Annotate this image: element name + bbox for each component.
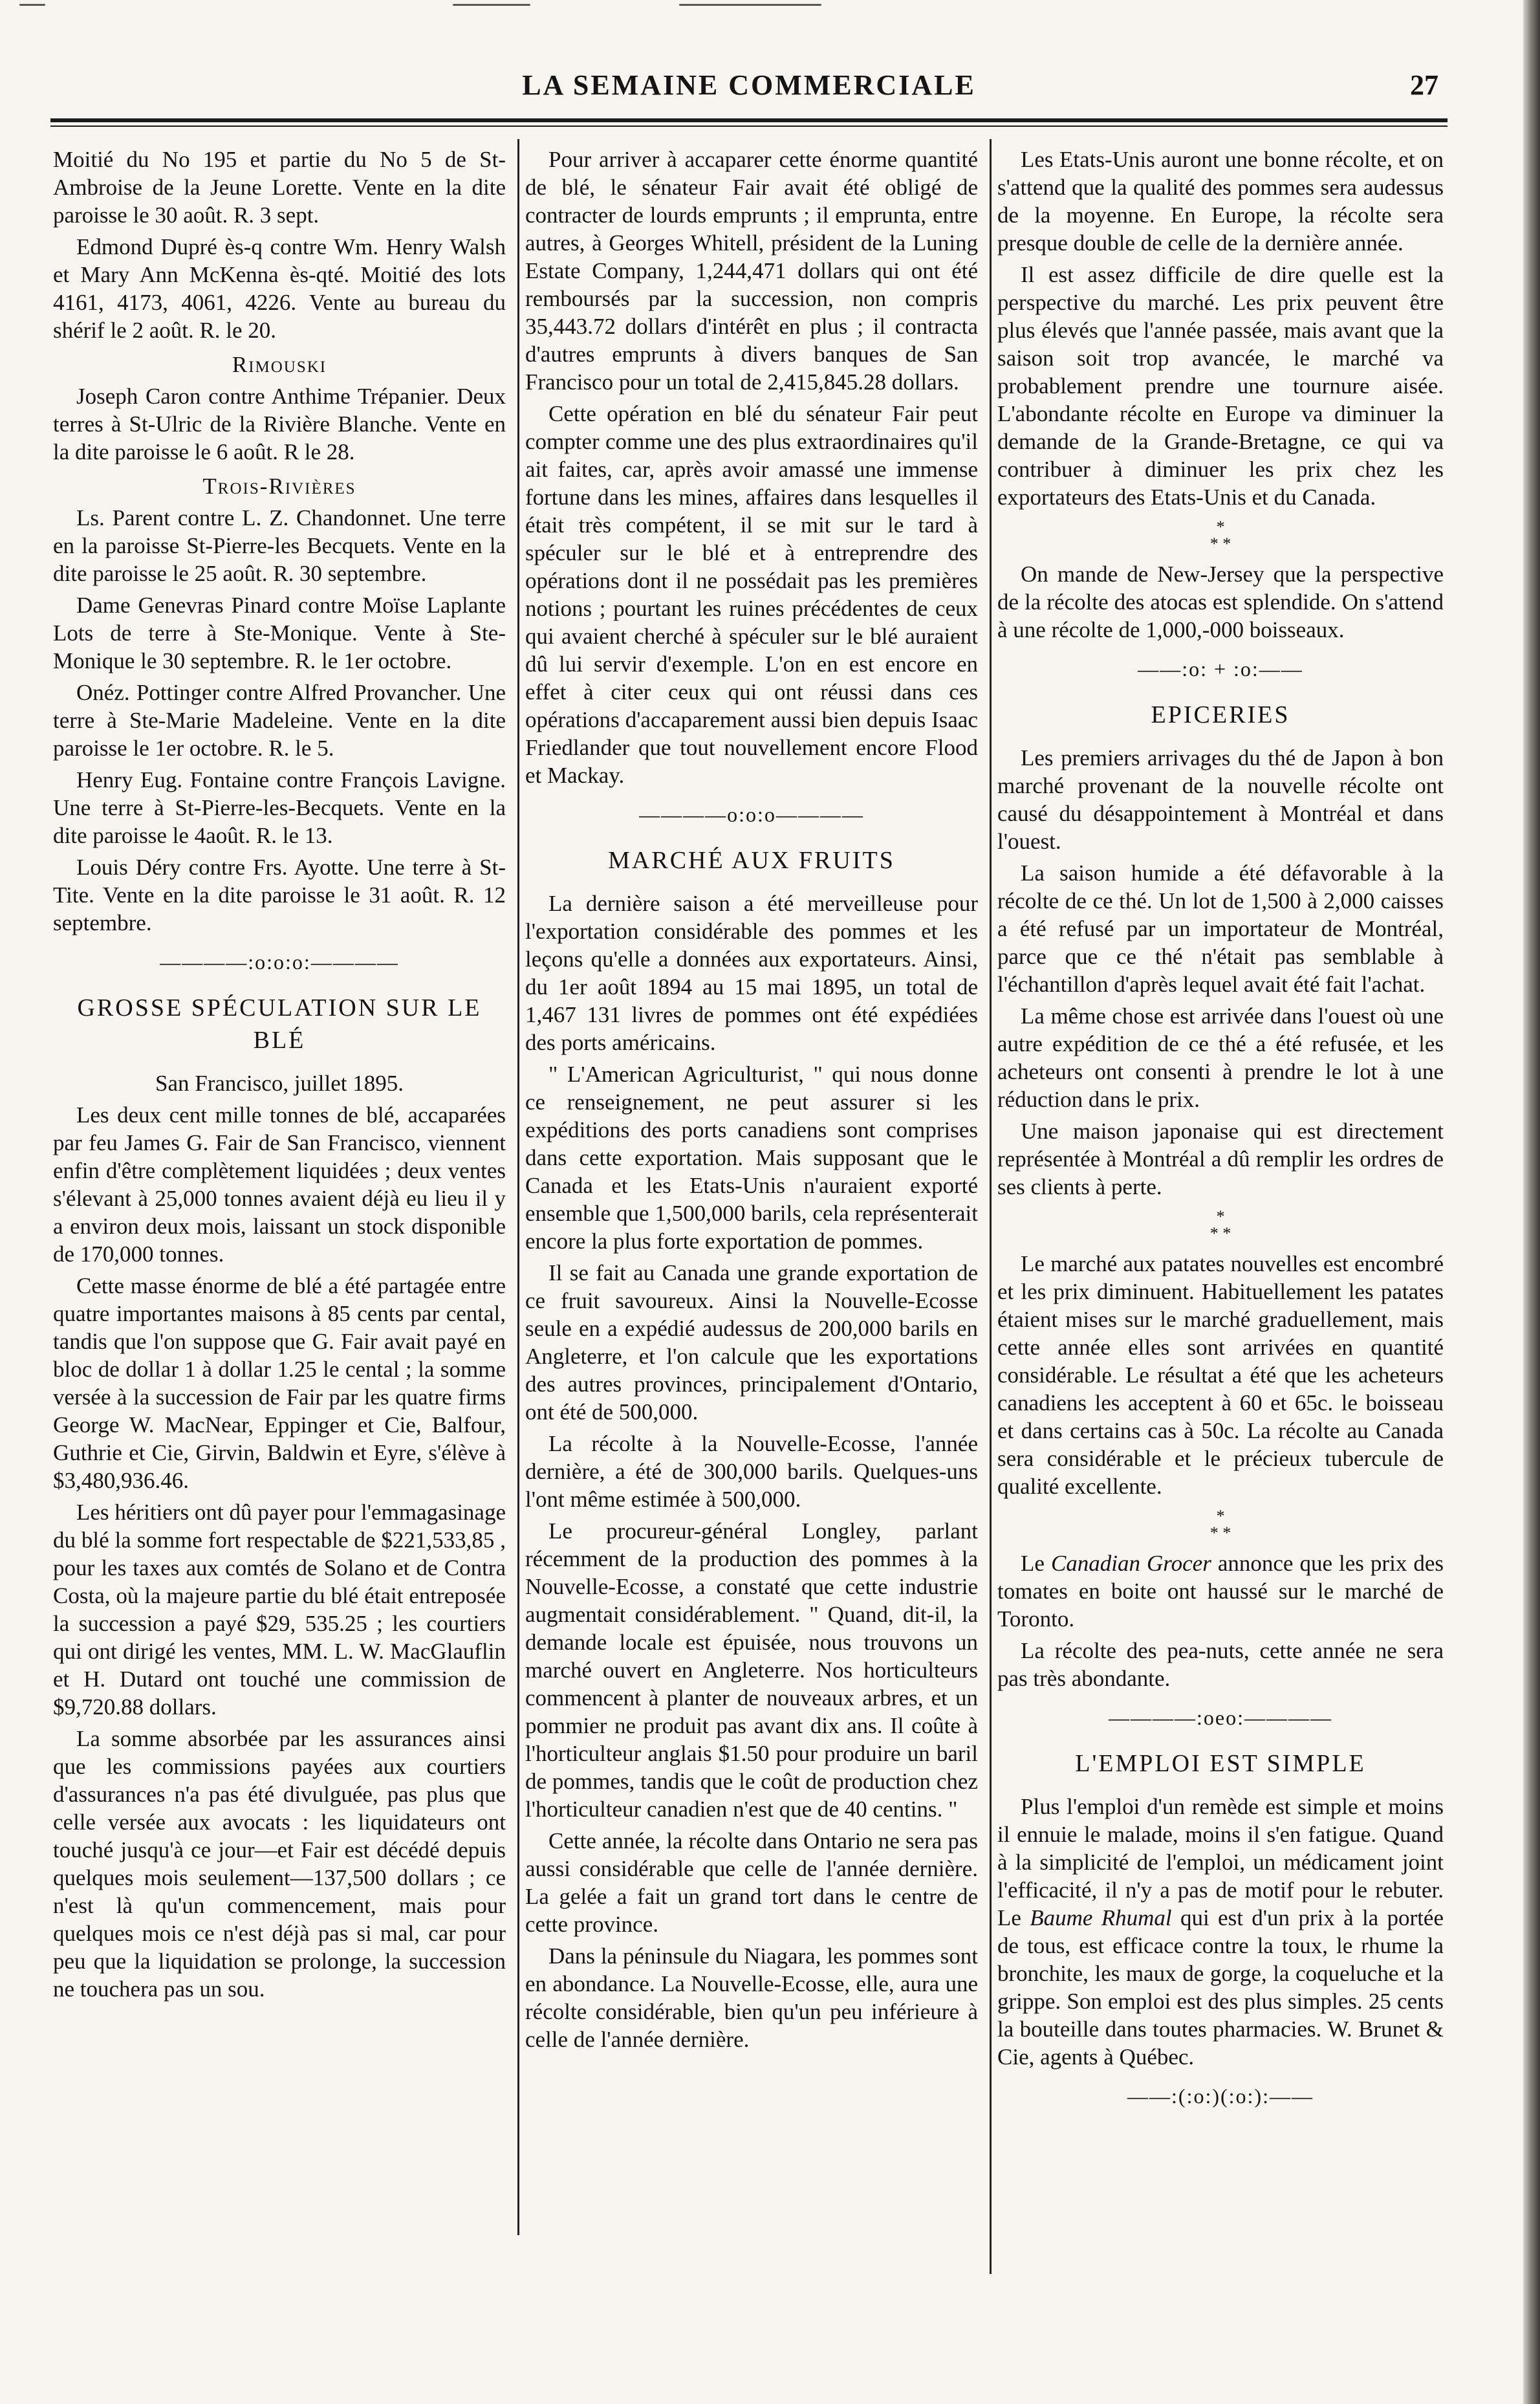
paragraph: La récolte des pea-nuts, cette année ne sera pas très abondante. bbox=[997, 1638, 1444, 1691]
column-1 bbox=[53, 146, 506, 2007]
asterism-separator: * * * bbox=[1209, 1507, 1231, 1542]
header-rule-thin bbox=[50, 126, 1448, 127]
paragraph: Les premiers arrivages du thé de Japon à bon marché provenant de la nouvelle récolte ont causé du désappointement à Montréal et dans l'ouest. bbox=[997, 745, 1444, 854]
paragraph: Le marché aux patates nouvelles est encombré et les prix diminuent. Habituellement les patates étaient mises sur le marché graduellement, mais cette année elles sont arrivées en quantité considérable. Le résultat a été que les acheteurs canadiens les acceptent à 60 et 65c. le boisseau et dans certains cas à 50c. La récolte au Canada sera considérable et le précieux tubercule de qualité excellente. bbox=[997, 1251, 1444, 1499]
section-place-heading: Rimouski bbox=[232, 352, 327, 377]
paragraph: La récolte à la Nouvelle-Ecosse, l'année dernière, a été de 300,000 barils. Quelques-uns l'ont même estimée à 500,000. bbox=[525, 1431, 978, 1512]
paragraph: Louis Déry contre Frs. Ayotte. Une terre à St-Tite. Vente en la dite paroisse le 31 août. R. 12 septembre. bbox=[53, 855, 506, 935]
paragraph: La même chose est arrivée dans l'ouest où une autre expédition de ce thé a été refusée, et les acheteurs ont consenti à prendre le lot à une réduction dans le prix. bbox=[997, 1003, 1444, 1112]
publication-name: Canadian Grocer bbox=[1050, 1551, 1211, 1576]
asterism-separator: * * * bbox=[1209, 518, 1231, 553]
paragraph: Joseph Caron contre Anthime Trépanier. Deux terres à St-Ulric de la Rivière Blanche. Vente en la dite paroisse le 6 août. R le 28. bbox=[53, 384, 506, 464]
page-title: LA SEMAINE COMMERCIALE bbox=[522, 69, 976, 101]
paragraph bbox=[997, 1549, 1444, 1633]
masthead bbox=[50, 65, 1448, 111]
column-2 bbox=[525, 146, 978, 2057]
asterism-separator: * * * bbox=[1209, 1207, 1231, 1243]
article-headline: GROSSE SPÉCULATION SUR LE BLÉ bbox=[77, 994, 482, 1054]
column-3 bbox=[997, 146, 1444, 2126]
text-run: Le bbox=[1021, 1551, 1051, 1576]
section-place-heading: Trois-Rivières bbox=[202, 474, 356, 499]
paragraph: Les Etats-Unis auront une bonne récolte, et on s'attend que la qualité des pommes sera audessus de la moyenne. En Europe, la récolte sera presque double de celle de la dernière année. bbox=[997, 147, 1444, 256]
ornamental-separator: ——:o: + :o:—— bbox=[1138, 657, 1303, 681]
paragraph: Edmond Dupré ès-q contre Wm. Henry Walsh et Mary Ann McKenna ès-qté. Moitié des lots 4161, 4173, 4061, 4226. Vente au bureau du shérif le 2 août. R. le 20. bbox=[53, 234, 506, 343]
paragraph: Cette opération en blé du sénateur Fair peut compter comme une des plus extraordinaires qu'il ait faites, car, après avoir amassé une immense fortune dans les mines, affaires dans lesquelles il était très compétent, il se mit sur le tard à spéculer sur le blé et à entreprendre des opérations dont il ne possédait pas les premières notions ; pourtant les ruines précédentes de ceux qui avaient cherché à spéculer sur le blé auraient dû lui servir d'exemple. L'on en est encore en effet à citer ceux qui ont réussi dans ces opérations d'accaparement aussi bien depuis Isaac Friedlander que tout nouvellement encore Flood et Mackay. bbox=[525, 401, 978, 788]
paragraph: Ls. Parent contre L. Z. Chandonnet. Une terre en la paroisse St-Pierre-les Becquets. Vente en la dite paroisse le 25 août. R. 30 septembre. bbox=[53, 505, 506, 586]
column-divider bbox=[990, 139, 992, 2274]
article-headline: EPICERIES bbox=[1151, 701, 1290, 728]
paragraph: Une maison japonaise qui est directement représentée à Montréal a dû remplir les ordres de ses clients à perte. bbox=[997, 1119, 1444, 1199]
article-dateline: San Francisco, juillet 1895. bbox=[155, 1071, 404, 1096]
paragraph: Les deux cent mille tonnes de blé, accaparées par feu James G. Fair de San Francisco, viennent enfin d'être complètement liquidées ; deux ventes s'élevant à 25,000 tonnes avaient déjà eu lieu il y a environ deux mois, laissant un stock disponible de 170,000 tonnes. bbox=[53, 1102, 506, 1267]
print-speck bbox=[453, 4, 530, 6]
article-headline: L'EMPLOI EST SIMPLE bbox=[1075, 1750, 1366, 1777]
paragraph: Henry Eug. Fontaine contre François Lavigne. Une terre à St-Pierre-les-Becquets. Vente en la dite paroisse le 4août. R. le 13. bbox=[53, 767, 506, 848]
paragraph: Dame Genevras Pinard contre Moïse Laplante Lots de terre à Ste-Monique. Vente à Ste-Monique le 30 septembre. R. le 1er octobre. bbox=[53, 593, 506, 673]
product-name: Baume Rhumal bbox=[1030, 1905, 1172, 1930]
column-divider bbox=[517, 139, 519, 2235]
article-headline: MARCHÉ AUX FRUITS bbox=[608, 847, 895, 874]
paragraph: Dans la péninsule du Niagara, les pommes sont en abondance. La Nouvelle-Ecosse, elle, aura une récolte considérable, bien qu'un peu inférieure à celle de l'année dernière. bbox=[525, 1943, 978, 2052]
paragraph: " L'American Agriculturist, " qui nous donne ce renseignement, ne peut assurer si les expéditions des ports canadiens sont comprises dans cette exportation. Mais supposant que le Canada et les Etats-Unis n'auraient exporté ensemble que 1,500,000 barils, cela représenterait encore la plus forte exportation de pommes. bbox=[525, 1062, 978, 1254]
print-speck bbox=[679, 4, 821, 6]
text-run: qui est d'un prix à la portée de tous, est efficace contre la toux, le rhume la bronchite, les maux de gorge, la coqueluche et la grippe. Son emploi est des plus simples. 25 cents la bouteille dans toutes pharmacies. W. Brunet & Cie, agents à Québec. bbox=[997, 1905, 1444, 2070]
paragraph: Le procureur-général Longley, parlant récemment de la production des pommes à la Nouvelle-Ecosse, a constaté que cette industrie augmentait considérablement. " Quand, dit-il, la demande locale est épuisée, nous trouvons un marché ouvert en Angleterre. Nos horticulteurs commencent à planter de nouveaux arbres, et un pommier ne produit pas avant dix ans. Il coûte à l'horticulteur anglais $1.50 pour produire un baril de pommes, tandis que le coût de production chez l'horticulteur canadien n'est que de 40 centins. " bbox=[525, 1518, 978, 1822]
print-speck bbox=[19, 4, 45, 6]
paragraph bbox=[997, 1793, 1444, 2071]
ornamental-separator: ————o:o:o———— bbox=[639, 803, 864, 826]
page-number: 27 bbox=[1410, 69, 1438, 101]
ornamental-separator: ————:oeo:———— bbox=[1109, 1706, 1332, 1729]
paragraph: La dernière saison a été merveilleuse pour l'exportation considérable des pommes et les leçons qu'elle a données aux exportateurs. Ainsi, du 1er août 1894 au 15 mai 1895, un total de 1,467 131 livres de pommes ont été expédiées des ports américains. bbox=[525, 891, 978, 1055]
paragraph: Pour arriver à accaparer cette énorme quantité de blé, le sénateur Fair avait été obligé de contracter de lourds emprunts ; il emprunta, entre autres, à Georges Whitell, président de la Luning Estate Company, 1,244,471 dollars qui ont été remboursés par la succession, non compris 35,443.72 dollars d'intérêt en plus ; il contracta d'autres emprunts à divers banques de San Francisco pour un total de 2,415,845.28 dollars. bbox=[525, 147, 978, 395]
paragraph: On mande de New-Jersey que la perspective de la récolte des atocas est splendide. On s'attend à une récolte de 1,000,-000 boisseaux. bbox=[997, 562, 1444, 642]
paragraph: Il est assez difficile de dire quelle est la perspective du marché. Les prix peuvent être plus élevés que l'année passée, mais avant que la saison soit trop avancée, le marché va probablement prendre une tournure aisée. L'abondante récolte en Europe va diminuer la demande de la Grande-Bretagne, ce qui va contribuer à diminuer les prix chez les exportateurs des Etats-Unis et du Canada. bbox=[997, 262, 1444, 510]
header-rule bbox=[50, 118, 1448, 122]
paragraph: Les héritiers ont dû payer pour l'emmagasinage du blé la somme fort respectable de $221,533,85 , pour les taxes aux comtés de Solano et de Contra Costa, où la majeure partie du blé était entreposée la succession a payé $29, 535.25 ; les courtiers qui ont dirigé les ventes, MM. L. W. MacGlauflin et H. Dutard ont touché une commission de $9,720.88 dollars. bbox=[53, 1500, 506, 1720]
ornamental-separator: ————:o:o:o:———— bbox=[160, 950, 399, 974]
paragraph: Moitié du No 195 et partie du No 5 de St-Ambroise de la Jeune Lorette. Vente en la dite paroisse le 30 août. R. 3 sept. bbox=[53, 147, 506, 228]
paragraph: Il se fait au Canada une grande exportation de ce fruit savoureux. Ainsi la Nouvelle-Ecosse seule en a expédié audessus de 200,000 barils en Angleterre, et l'on calcule que les exportations des autres provinces, principalement d'Ontario, ont été de 500,000. bbox=[525, 1260, 978, 1425]
paragraph: La saison humide a été défavorable à la récolte de ce thé. Un lot de 1,500 à 2,000 caisses a été refusé par un importateur de Montréal, parce que ce thé n'était pas semblable à l'échantillon d'après lequel avait été fait l'achat. bbox=[997, 860, 1444, 997]
paragraph: Cette année, la récolte dans Ontario ne sera pas aussi considérable que celle de l'année dernière. La gelée a fait un grand tort dans le centre de cette province. bbox=[525, 1828, 978, 1937]
paragraph: Cette masse énorme de blé a été partagée entre quatre importantes maisons à 85 cents par cental, tandis que l'on suppose que G. Fair avait payé en bloc de dollar 1 à dollar 1.25 le cental ; la somme versée à la succession de Fair par les quatre firms George W. MacNear, Eppinger et Cie, Balfour, Guthrie et Cie, Girvin, Baldwin et Eyre, s'élève à $3,480,936.46. bbox=[53, 1273, 506, 1493]
ornamental-separator: ——:(:o:)(:o:):—— bbox=[1127, 2084, 1314, 2108]
paragraph: Onéz. Pottinger contre Alfred Provancher. Une terre à Ste-Marie Madeleine. Vente en la dite paroisse le 1er octobre. R. le 5. bbox=[53, 680, 506, 761]
page-edge-shadow bbox=[1523, 0, 1540, 2404]
text-run: Plus l'emploi d'un remède est simple et moins il ennuie le malade, moins il s'en fatigue. Quand à la simplicité de l'emploi, un médicament joint l'efficacité, il n'y a pas de motif pour le rebuter. Le bbox=[997, 1794, 1444, 1930]
paragraph: La somme absorbée par les assurances ainsi que les commissions payées aux courtiers d'assurances n'a pas été divulguée, pas plus que celle versée aux avocats : les liquidateurs ont touché jusqu'à ce jour—et Fair est décédé depuis quelques mois seulement—137,500 dollars ; ce n'est là qu'un commencement, mais pour quelques mois ce n'est déjà pas si mal, car pour peu que la liquidation se prolonge, la succession ne touchera pas un sou. bbox=[53, 1726, 506, 2002]
text-run: annonce que les prix des tomates en boite ont haussé sur le marché de Toronto. bbox=[997, 1551, 1444, 1632]
